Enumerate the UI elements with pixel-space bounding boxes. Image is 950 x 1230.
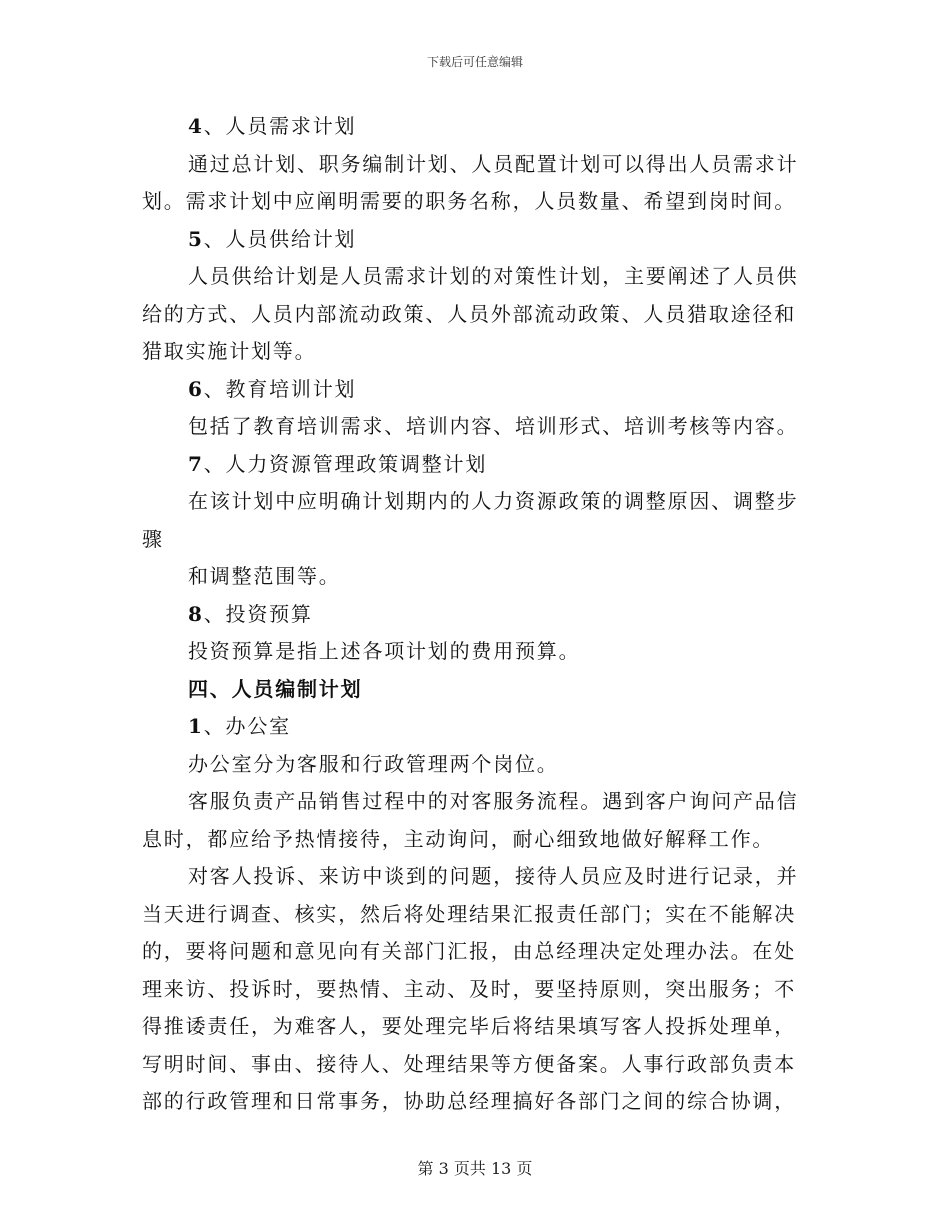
paragraph-line: 通过总计划、职务编制计划、人员配置计划可以得出人员需求计 — [188, 151, 799, 176]
subheading-line: 8、投资预算 — [188, 601, 313, 626]
paragraph-line: 当天进行调查、核实，然后将处理结果汇报责任部门；实在不能解决 — [142, 901, 796, 926]
paragraph-line: 息时，都应给予热情接待，主动询问，耐心细致地做好解释工作。 — [142, 826, 775, 851]
item-number: 8 — [188, 601, 204, 626]
paragraph-line: 包括了教育培训需求、培训内容、培训形式、培训考核等内容。 — [188, 414, 799, 438]
paragraph-line: 猎取实施计划等。 — [142, 339, 317, 363]
subheading-line: 5、人员供给计划 — [188, 226, 357, 251]
paragraph-line: 给的方式、人员内部流动政策、人员外部流动政策、人员猎取途径和 — [142, 301, 796, 326]
item-number: 1 — [188, 714, 204, 738]
paragraph-line: 部的行政管理和日常事务，协助总经理搞好各部门之间的综合协调， — [142, 1089, 796, 1113]
paragraph-line: 和调整范围等。 — [188, 564, 341, 588]
paragraph-line: 写明时间、事由、接待人、处理结果等方便备案。人事行政部负责本 — [142, 1051, 796, 1076]
subheading-line: 4、人员需求计划 — [188, 114, 357, 138]
subheading-line: 7、人力资源管理政策调整计划 — [188, 451, 488, 476]
item-number: 5 — [188, 226, 204, 251]
item-number: 6 — [188, 376, 204, 401]
paragraph-line: 划。需求计划中应阐明需要的职务名称，人员数量、希望到岗时间。 — [142, 189, 796, 213]
paragraph-line: 得推诿责任，为难客人，要处理完毕后将结果填写客人投拆处理单， — [142, 1014, 796, 1038]
paragraph-line: 人员供给计划是人员需求计划的对策性计划，主要阐述了人员供 — [188, 264, 799, 288]
paragraph-line: 理来访、投诉时，要热情、主动、及时，要坚持原则，突出服务；不 — [142, 976, 796, 1001]
subheading-line: 6、教育培训计划 — [188, 376, 357, 401]
paragraph-line: 的，要将问题和意见向有关部门汇报，由总经理决定处理办法。在处 — [142, 939, 796, 963]
document-body — [142, 108, 802, 1121]
paragraph-line: 投资预算是指上述各项计划的费用预算。 — [188, 639, 581, 663]
subheading-line: 1、办公室 — [188, 714, 291, 738]
page-header: 下载后可任意编辑 — [426, 55, 523, 69]
item-number: 7 — [188, 451, 204, 476]
page-footer: 第 3 页共 13 页 — [417, 1159, 533, 1178]
section-heading: 四、人员编制计划 — [188, 676, 363, 701]
paragraph-line: 骤 — [142, 526, 164, 551]
paragraph-line: 客服负责产品销售过程中的对客服务流程。遇到客户询问产品信 — [188, 789, 799, 813]
paragraph-line: 办公室分为客服和行政管理两个岗位。 — [188, 751, 559, 776]
paragraph-line: 在该计划中应明确计划期内的人力资源政策的调整原因、调整步 — [188, 489, 799, 513]
paragraph-line: 对客人投诉、来访中谈到的问题，接待人员应及时进行记录，并 — [188, 864, 799, 888]
item-number: 4 — [188, 114, 204, 138]
